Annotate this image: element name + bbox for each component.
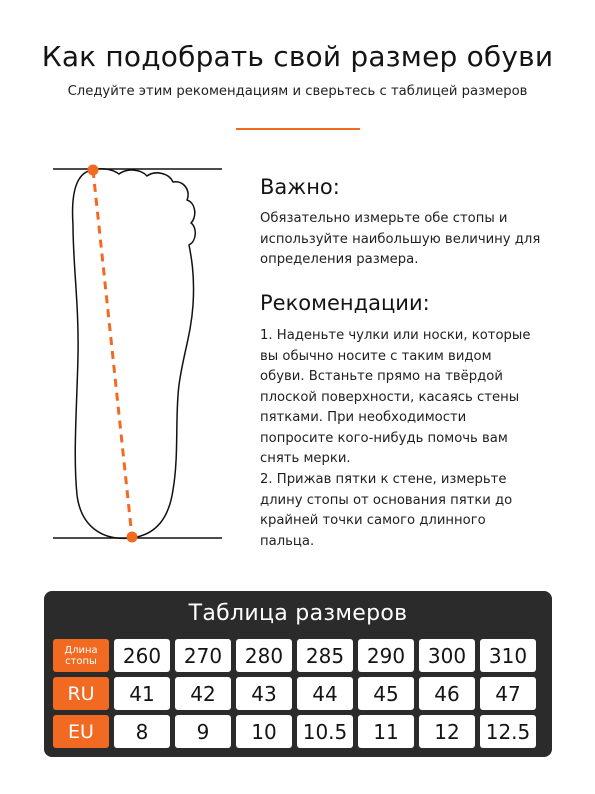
size-cell: 47 <box>480 677 536 710</box>
size-cell: 41 <box>114 677 170 710</box>
size-table-title: Таблица размеров <box>188 601 408 626</box>
step-2-line: длину стопы от основания пятки до <box>260 492 513 508</box>
size-cell: 11 <box>358 715 414 748</box>
recommendation-step-1 <box>260 326 560 470</box>
size-cell: 310 <box>480 639 536 672</box>
size-cell: 260 <box>114 639 170 672</box>
step-1-line: обуви. Встаньте прямо на твёрдой <box>260 369 503 384</box>
step-1-line: снять мерки. <box>260 451 351 466</box>
size-row-label: EU <box>53 715 109 748</box>
step-1-line: 1. Наденьте чулки или носки, которые <box>260 328 531 343</box>
page-subtitle: Следуйте этим рекомендациям и сверьтесь с таблицей размеров <box>67 84 528 99</box>
important-line: Обязательно измерьте обе стопы и <box>260 211 508 226</box>
measurement-point-top <box>88 165 99 176</box>
measurement-point-bottom <box>127 532 138 543</box>
size-row-label <box>53 639 109 672</box>
accent-divider <box>236 128 360 130</box>
size-cell: 10.5 <box>297 715 353 748</box>
step-2-line: пальца. <box>260 533 315 549</box>
foot-outline-measurement-icon <box>45 155 230 550</box>
step-2-line: 2. Прижав пятки к стене, измерьте <box>260 472 507 487</box>
size-cell: 42 <box>175 677 231 710</box>
step-1-line: плоской поверхности, касаясь стены <box>260 389 520 405</box>
important-line: определения размера. <box>260 252 419 267</box>
important-line: используйте наибольшую величину для <box>260 231 541 247</box>
size-cell: 290 <box>358 639 414 672</box>
size-cell: 8 <box>114 715 170 748</box>
size-cell: 300 <box>419 639 475 672</box>
step-1-line: вы обычно носите с таким видом <box>260 348 492 364</box>
step-2-line: крайней точки самого длинного <box>260 513 486 528</box>
size-cell: 12.5 <box>480 715 536 748</box>
size-cell: 43 <box>236 677 292 710</box>
size-cell: 44 <box>297 677 353 710</box>
recommendation-step-2 <box>260 470 560 552</box>
size-cell: 280 <box>236 639 292 672</box>
page-title: Как подобрать свой размер обуви <box>41 40 554 73</box>
measurement-dashed-line <box>93 170 132 537</box>
size-cell: 9 <box>175 715 231 748</box>
size-table-panel <box>44 591 552 757</box>
size-row-label-line: стопы <box>65 655 97 667</box>
size-cell: 270 <box>175 639 231 672</box>
size-cell: 45 <box>358 677 414 710</box>
step-1-line: попросите кого-нибудь помочь вам <box>260 430 508 446</box>
step-1-line: пятками. При необходимости <box>260 410 467 425</box>
foot-outline <box>73 169 196 539</box>
important-text <box>260 209 560 271</box>
size-cell: 10 <box>236 715 292 748</box>
size-cell: 46 <box>419 677 475 710</box>
important-heading: Важно: <box>260 175 340 199</box>
size-row-label: RU <box>53 677 109 710</box>
size-cell: 12 <box>419 715 475 748</box>
recommendations-heading: Рекомендации: <box>260 291 430 315</box>
size-row-label-line: Длина <box>64 644 98 656</box>
size-cell: 285 <box>297 639 353 672</box>
